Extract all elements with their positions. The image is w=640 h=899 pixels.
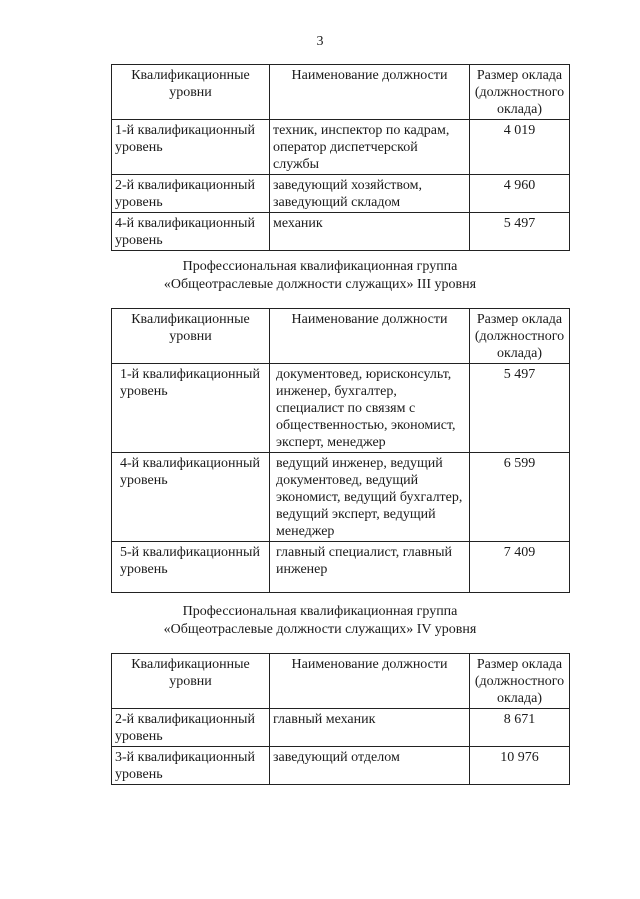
- row-positions: документовед, юрисконсульт, инженер, бухгалтер, специалист по связям с общественностью, экономист, эксперт, менеджер: [270, 364, 470, 453]
- row-salary: 8 671: [470, 709, 570, 747]
- caption-line: «Общеотраслевые должности служащих» III уровня: [163, 277, 477, 292]
- row-salary: 4 960: [470, 175, 570, 213]
- row-level: 3-й квалификационный уровень: [112, 747, 270, 785]
- row-salary: 10 976: [470, 747, 570, 785]
- caption-line: Профессиональная квалификационная группа: [182, 604, 458, 619]
- row-level: 4-й квалификационный уровень: [112, 213, 270, 251]
- header-salary: Размер оклада (должностного оклада): [470, 654, 570, 709]
- table-row: [112, 175, 570, 213]
- row-salary: 4 019: [470, 120, 570, 175]
- table-header-row: [112, 309, 570, 364]
- header-salary: Размер оклада (должностного оклада): [470, 309, 570, 364]
- row-level: 4-й квалификационный уровень: [112, 453, 270, 542]
- caption-line: Профессиональная квалификационная группа: [182, 259, 458, 274]
- header-position: Наименование должности: [270, 309, 470, 364]
- page-number: 3: [316, 34, 324, 49]
- row-salary: 7 409: [470, 542, 570, 593]
- row-level: 1-й квалификационный уровень: [112, 120, 270, 175]
- header-levels: Квалификационные уровни: [112, 654, 270, 709]
- row-positions: механик: [270, 213, 470, 251]
- row-salary: 5 497: [470, 213, 570, 251]
- row-level: 1-й квалификационный уровень: [112, 364, 270, 453]
- header-salary: Размер оклада (должностного оклада): [470, 65, 570, 120]
- header-position: Наименование должности: [270, 654, 470, 709]
- row-positions: главный механик: [270, 709, 470, 747]
- caption-line: «Общеотраслевые должности служащих» IV уровня: [163, 622, 477, 637]
- row-level: 2-й квалификационный уровень: [112, 709, 270, 747]
- row-positions: техник, инспектор по кадрам, оператор диспетчерской службы: [270, 120, 470, 175]
- table-row: [112, 213, 570, 251]
- row-positions: заведующий хозяйством, заведующий складом: [270, 175, 470, 213]
- table-header-row: [112, 654, 570, 709]
- row-salary: 6 599: [470, 453, 570, 542]
- row-positions: главный специалист, главный инженер: [270, 542, 470, 593]
- table-row: [112, 709, 570, 747]
- group-caption-iii: [0, 258, 640, 294]
- header-levels: Квалификационные уровни: [112, 65, 270, 120]
- table-row: [112, 453, 570, 542]
- row-level: 5-й квалификационный уровень: [112, 542, 270, 593]
- salary-table-3: [111, 653, 570, 785]
- table-row: [112, 364, 570, 453]
- row-positions: заведующий отделом: [270, 747, 470, 785]
- header-levels: Квалификационные уровни: [112, 309, 270, 364]
- table-row: [112, 747, 570, 785]
- group-caption-iv: [0, 603, 640, 639]
- row-level: 2-й квалификационный уровень: [112, 175, 270, 213]
- table-header-row: [112, 65, 570, 120]
- salary-table-1: [111, 64, 570, 251]
- table-row: [112, 542, 570, 593]
- header-position: Наименование должности: [270, 65, 470, 120]
- row-salary: 5 497: [470, 364, 570, 453]
- salary-table-2: [111, 308, 570, 593]
- row-positions: ведущий инженер, ведущий документовед, ведущий экономист, ведущий бухгалтер, ведущий эксперт, ведущий менеджер: [270, 453, 470, 542]
- table-row: [112, 120, 570, 175]
